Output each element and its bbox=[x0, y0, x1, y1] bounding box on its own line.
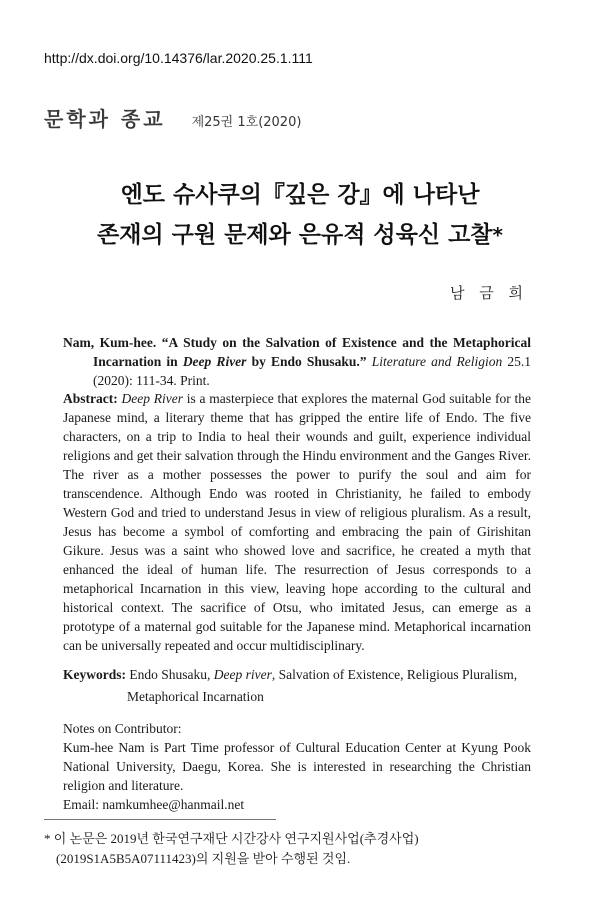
abstract bbox=[63, 389, 531, 655]
keywords-italic: Deep river bbox=[213, 667, 272, 682]
paper-title bbox=[0, 175, 600, 255]
notes-heading: Notes on Contributor: bbox=[63, 721, 182, 736]
doi-link[interactable]: http://dx.doi.org/10.14376/lar.2020.25.1.111 bbox=[44, 50, 313, 66]
contributor-notes bbox=[63, 719, 531, 814]
notes-bio: Kum-hee Nam is Part Time professor of Cultural Education Center at Kyung Pook National University, Daegu, Korea. She is interested in researching the Christian religion and literature. bbox=[63, 740, 531, 793]
citation bbox=[63, 333, 531, 390]
author-name: 남 금 희 bbox=[449, 284, 528, 302]
keywords-label: Keywords: bbox=[63, 667, 126, 682]
footnote-text: 이 논문은 2019년 한국연구재단 시간강사 연구지원사업(추경사업) (2019S1A5B5A07111423)의 지원을 받아 수행된 것임. bbox=[53, 831, 419, 866]
journal-header bbox=[44, 103, 301, 132]
citation-journal: Literature and Religion bbox=[371, 354, 503, 369]
abstract-work-title: Deep River bbox=[121, 391, 183, 406]
title-line-2 bbox=[0, 215, 600, 255]
footnote-divider bbox=[44, 819, 276, 820]
journal-name: 문학과 종교 bbox=[44, 107, 166, 131]
keywords-part-1: Endo Shusaku, bbox=[129, 667, 211, 682]
keywords bbox=[63, 664, 531, 708]
citation-title-work: Deep River bbox=[182, 354, 247, 369]
title-line-2-text: 존재의 구원 문제와 은유적 성육신 고찰 bbox=[97, 222, 493, 248]
citation-title-a: “A Study on the Salvation of Existence and the Metaphorical Incarnation in bbox=[93, 335, 531, 369]
footnote bbox=[44, 829, 544, 869]
citation-author: Nam, Kum-hee. bbox=[63, 335, 157, 350]
footnote-mark: * bbox=[44, 831, 51, 846]
title-line-1: 엔도 슈사쿠의『깊은 강』에 나타난 bbox=[120, 182, 480, 208]
issue-info: 제25권 1호(2020) bbox=[191, 115, 302, 130]
abstract-label: Abstract: bbox=[63, 391, 118, 406]
notes-email[interactable]: Email: namkumhee@hanmail.net bbox=[63, 797, 245, 812]
title-footnote-mark: * bbox=[492, 223, 503, 247]
abstract-text: is a masterpiece that explores the maternal God suitable for the Japanese mind, a literary theme that has gripped the entire life of Endo. The five characters, on a trip to India to heal their wounds and guilt, experience individual religions and get their salvation through the Hindu environment and the Ganges River. The river as a mother possesses the power to purify the soul and aim for transcendence. Although Endo was rooted in Christianity, he failed to embody Western God and tried to understand Jesus in view of religious pluralism. As a result, Jesus has become a symbol of comforting and embracing the pain of Girishitan Gikure. Jesus was a saint who showed love and sacrifice, he created a myth that enhanced the ideal of human life. The resurrection of Jesus corresponds to a metaphorical Incarnation in this view, leaving hope according to the cultural and historical context. The sacrifice of Otsu, who imitated Jesus, can emerge as a prototype of a maternal god suitable for the Japanese mind. Metaphorical incarnation can be universally repeated and occur multidisciplinary. bbox=[63, 391, 532, 653]
citation-details: 25.1 (2020): 111-34. Print. bbox=[93, 354, 531, 388]
keywords-part-2: , Salvation of Existence, Religious Pluralism, Metaphorical Incarnation bbox=[127, 667, 518, 704]
citation-title-b: by Endo Shusaku.” bbox=[251, 354, 367, 369]
